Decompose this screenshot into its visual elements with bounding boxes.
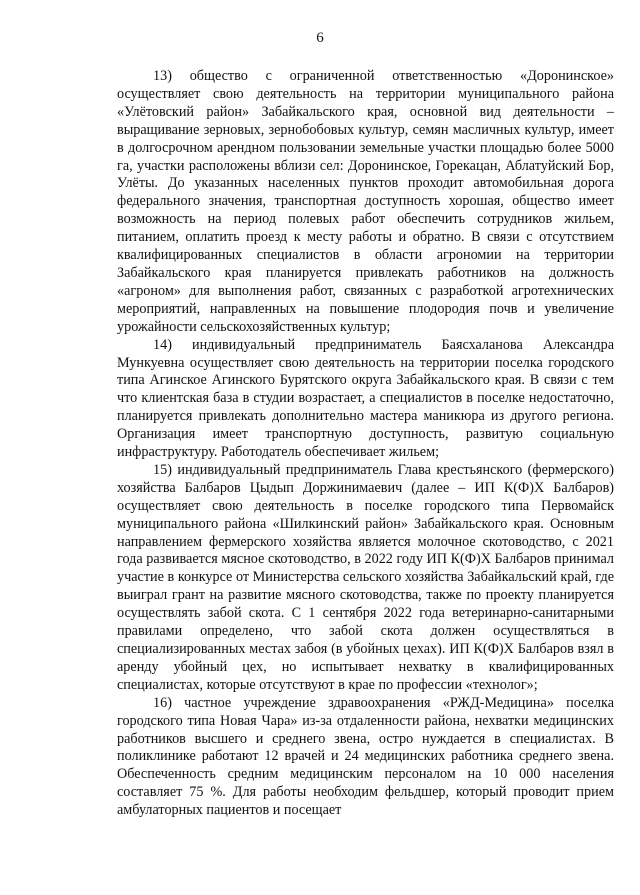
paragraph-item-13: 13) общество с ограниченной ответственностью «Доронинское» осуществляет свою деятельность на территории муниципального района «Улётовский район» Забайкальского края, основной вид деятельности – выращивание зерновых, зернобобовых культур, семян масличных культур, имеет в долгосрочном арендном пользовании земельные участки площадью более 5000 га, участки расположены вблизи сел: Доронинское, Горекацан, Аблатуйский Бор, Улёты. До указанных населенных пунктов проходит автомобильная дорога федерального значения, транспортная доступность хорошая, общество имеет возможность на период полевых работ обеспечить сотрудников жильем, питанием, оплатить проезд к месту работы и обратно. В связи с отсутствием квалифицированных специалистов в области агрономии на территории Забайкальского края планируется привлекать работников на должность «агроном» для выполнения работ, связанных с разработкой агротехнических мероприятий, направленных на повышение плодородия почв и увеличение урожайности сельскохозяйственных культур; <box>117 68 614 335</box>
page-number: 6 <box>316 30 324 46</box>
paragraph-item-15: 15) индивидуальный предприниматель Глава крестьянского (фермерского) хозяйства Балбаров Цыдып Доржинимаевич (далее – ИП К(Ф)Х Балбаров) осуществляет свою деятельность в поселке городского типа Первомайск муниципального района «Шилкинский район» Забайкальского края. Основным направлением фермерского хозяйства является молочное скотоводство, с 2021 года развивается мясное скотоводство, в 2022 году ИП К(Ф)Х Балбаров принимал участие в конкурсе от Министерства сельского хозяйства Забайкальский край, где выиграл грант на развитие мясного скотоводства, также по проекту планируется осуществлять забой скота. С 1 сентября 2022 года ветеринарно-санитарными правилами определено, что забой скота должен осуществляться в специализированных местах забоя (в убойных цехах). ИП К(Ф)Х Балбаров взял в аренду убойный цех, но испытывает нехватку в квалифицированных специалистах, которые отсутствуют в крае по профессии «технолог»; <box>117 461 614 693</box>
document-body <box>117 68 614 820</box>
paragraph-item-14: 14) индивидуальный предприниматель Баясхаланова Александра Мункуевна осуществляет свою деятельность на территории поселка городского типа Агинское Агинского Бурятского округа Забайкальского края. В связи с тем что клиентская база в студии возрастает, а специалистов в поселке недостаточно, планируется привлекать дополнительно мастера маникюра из другого региона. Организация имеет транспортную доступность, развитую социальную инфраструктуру. Работодатель обеспечивает жильем; <box>117 336 614 461</box>
paragraph-item-16: 16) частное учреждение здравоохранения «РЖД-Медицина» поселка городского типа Новая Чара» из-за отдаленности района, нехватки медицинских работников высшего и среднего звена, остро нуждается в специалистах. В поликлинике работают 12 врачей и 24 медицинских работника среднего звена. Обеспеченность средним медицинским персоналом на 10 000 населения составляет 75 %. Для работы необходим фельдшер, который проводит прием амбулаторных пациентов и посещает <box>117 694 614 819</box>
